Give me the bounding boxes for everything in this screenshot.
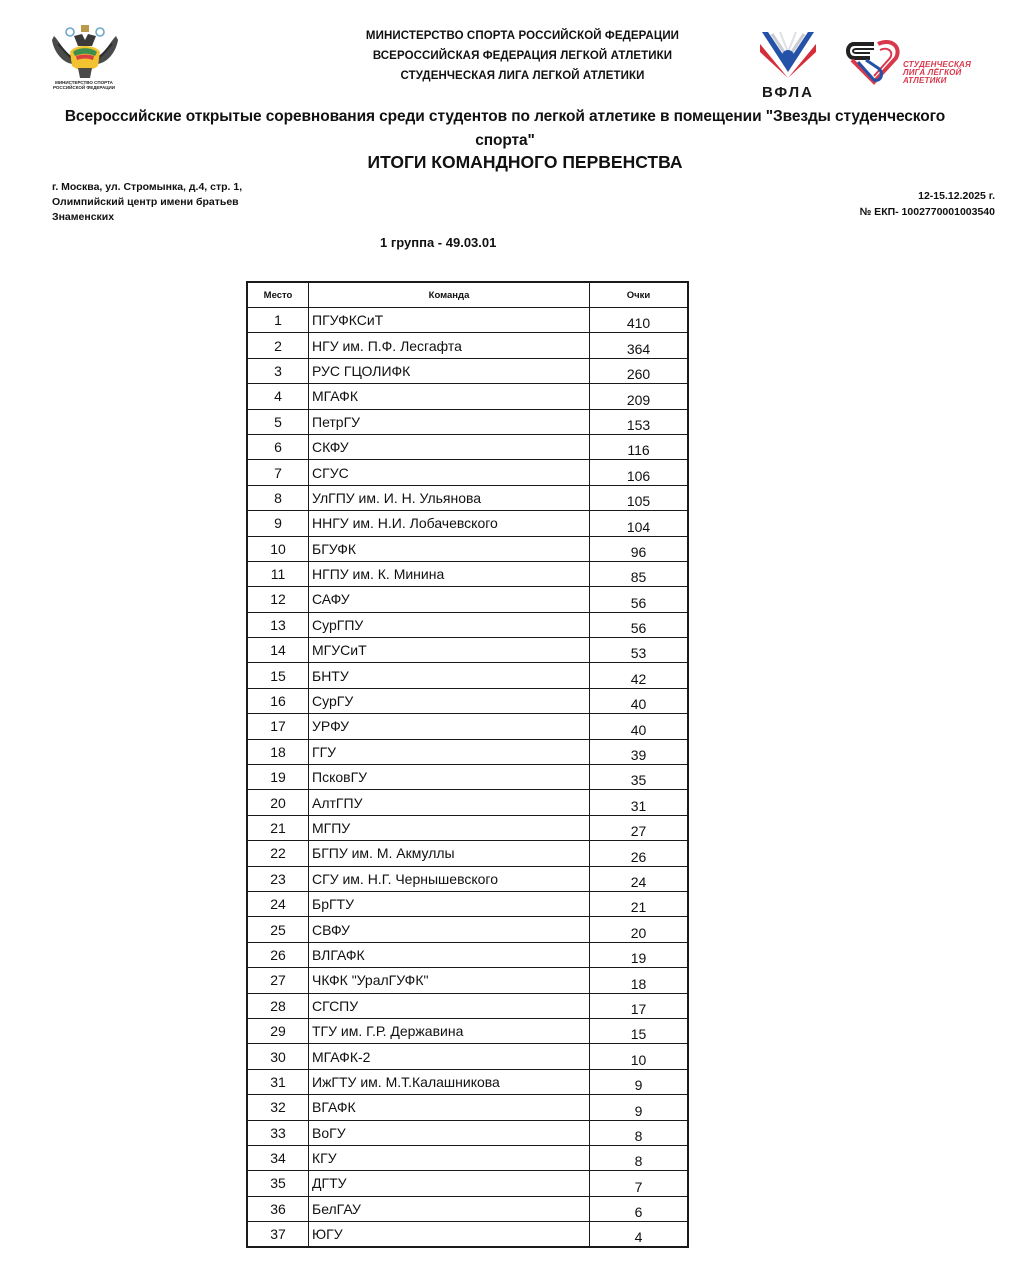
table-row <box>247 358 688 383</box>
team-cell: ЧКФК "УралГУФК" <box>309 968 590 993</box>
place-cell: 35 <box>247 1171 309 1196</box>
team-cell: БелГАУ <box>309 1196 590 1221</box>
team-cell: РУС ГЦОЛИФК <box>309 358 590 383</box>
place-cell: 2 <box>247 333 309 358</box>
emblem-caption <box>38 80 130 90</box>
place-cell: 17 <box>247 714 309 739</box>
student-league-logo-icon <box>844 38 906 86</box>
column-header-points: Очки <box>590 282 689 308</box>
place-cell: 24 <box>247 891 309 916</box>
place-cell: 5 <box>247 409 309 434</box>
team-cell: ИжГТУ им. М.Т.Калашникова <box>309 1069 590 1094</box>
place-cell: 31 <box>247 1069 309 1094</box>
team-cell: ПГУФКСиТ <box>309 308 590 333</box>
place-cell: 16 <box>247 688 309 713</box>
points-cell: 105 <box>590 485 689 510</box>
points-cell: 31 <box>590 790 689 815</box>
venue-line: Знаменских <box>52 211 115 223</box>
team-cell: ПетрГУ <box>309 409 590 434</box>
place-cell: 3 <box>247 358 309 383</box>
team-cell: ННГУ им. Н.И. Лобачевского <box>309 511 590 536</box>
points-cell: 106 <box>590 460 689 485</box>
points-cell: 116 <box>590 434 689 459</box>
place-cell: 25 <box>247 917 309 942</box>
team-cell: ДГТУ <box>309 1171 590 1196</box>
place-cell: 10 <box>247 536 309 561</box>
team-cell: ВЛГАФК <box>309 942 590 967</box>
event-meta <box>760 188 995 220</box>
team-cell: ПсковГУ <box>309 765 590 790</box>
place-cell: 4 <box>247 384 309 409</box>
table-row <box>247 384 688 409</box>
table-row <box>247 1069 688 1094</box>
points-cell: 9 <box>590 1095 689 1120</box>
place-cell: 22 <box>247 841 309 866</box>
place-cell: 29 <box>247 1018 309 1043</box>
table-row <box>247 765 688 790</box>
table-row <box>247 891 688 916</box>
points-cell: 56 <box>590 587 689 612</box>
points-cell: 85 <box>590 561 689 586</box>
place-cell: 13 <box>247 612 309 637</box>
points-cell: 96 <box>590 536 689 561</box>
place-cell: 28 <box>247 993 309 1018</box>
column-header-place: Место <box>247 282 309 308</box>
team-cell: БГУФК <box>309 536 590 561</box>
team-cell: МГПУ <box>309 815 590 840</box>
place-cell: 19 <box>247 765 309 790</box>
table-row <box>247 1196 688 1221</box>
place-cell: 30 <box>247 1044 309 1069</box>
vfla-logo-icon <box>758 28 818 78</box>
team-cell: УРФУ <box>309 714 590 739</box>
points-cell: 39 <box>590 739 689 764</box>
table-row <box>247 993 688 1018</box>
place-cell: 20 <box>247 790 309 815</box>
competition-title: Всероссийские открытые соревнования среди студентов по легкой атлетике в помещении "Звезды студенческого спорта" <box>64 108 946 149</box>
points-cell: 56 <box>590 612 689 637</box>
venue-line: г. Москва, ул. Стромынка, д.4, стр. 1, <box>52 181 243 193</box>
place-cell: 32 <box>247 1095 309 1120</box>
points-cell: 6 <box>590 1196 689 1221</box>
points-cell: 40 <box>590 714 689 739</box>
place-cell: 36 <box>247 1196 309 1221</box>
team-cell: НГУ им. П.Ф. Лесгафта <box>309 333 590 358</box>
team-cell: СКФУ <box>309 434 590 459</box>
place-cell: 9 <box>247 511 309 536</box>
league-text-line: ЛИГА ЛЁГКОЙ <box>903 68 962 77</box>
league-text-line: СТУДЕНЧЕСКАЯ <box>903 60 972 69</box>
table-row <box>247 1018 688 1043</box>
points-cell: 17 <box>590 993 689 1018</box>
place-cell: 34 <box>247 1145 309 1170</box>
org-line-federation: ВСЕРОССИЙСКАЯ ФЕДЕРАЦИЯ ЛЕГКОЙ АТЛЕТИКИ <box>372 50 673 62</box>
points-cell: 260 <box>590 358 689 383</box>
points-cell: 4 <box>590 1222 689 1248</box>
table-row <box>247 308 688 333</box>
table-row <box>247 612 688 637</box>
place-cell: 37 <box>247 1222 309 1248</box>
points-cell: 364 <box>590 333 689 358</box>
student-league-logo-text <box>903 61 993 85</box>
team-cell: ВГАФК <box>309 1095 590 1120</box>
table-row <box>247 409 688 434</box>
table-header-row <box>247 282 688 308</box>
points-cell: 410 <box>590 308 689 333</box>
team-cell: МГАФК-2 <box>309 1044 590 1069</box>
points-cell: 24 <box>590 866 689 891</box>
table-row <box>247 1145 688 1170</box>
points-cell: 18 <box>590 968 689 993</box>
points-cell: 21 <box>590 891 689 916</box>
points-cell: 26 <box>590 841 689 866</box>
place-cell: 15 <box>247 663 309 688</box>
points-cell: 15 <box>590 1018 689 1043</box>
table-row <box>247 460 688 485</box>
table-row <box>247 917 688 942</box>
points-cell: 104 <box>590 511 689 536</box>
team-cell: БНТУ <box>309 663 590 688</box>
place-cell: 1 <box>247 308 309 333</box>
place-cell: 12 <box>247 587 309 612</box>
table-row <box>247 434 688 459</box>
venue-line: Олимпийский центр имени братьев <box>52 196 239 208</box>
points-cell: 7 <box>590 1171 689 1196</box>
points-cell: 20 <box>590 917 689 942</box>
table-row <box>247 968 688 993</box>
team-cell: СурГУ <box>309 688 590 713</box>
column-header-team: Команда <box>309 282 590 308</box>
table-row <box>247 841 688 866</box>
table-row <box>247 511 688 536</box>
page-title: ИТОГИ КОМАНДНОГО ПЕРВЕНСТВА <box>367 152 683 172</box>
points-cell: 10 <box>590 1044 689 1069</box>
team-cell: СГУС <box>309 460 590 485</box>
place-cell: 7 <box>247 460 309 485</box>
points-cell: 153 <box>590 409 689 434</box>
team-cell: ТГУ им. Г.Р. Державина <box>309 1018 590 1043</box>
organization-header <box>300 26 745 86</box>
team-cell: СГУ им. Н.Г. Чернышевского <box>309 866 590 891</box>
table-row <box>247 638 688 663</box>
team-cell: ВоГУ <box>309 1120 590 1145</box>
team-cell: МГУСиТ <box>309 638 590 663</box>
place-cell: 14 <box>247 638 309 663</box>
place-cell: 18 <box>247 739 309 764</box>
team-cell: АлтГПУ <box>309 790 590 815</box>
team-cell: ГГУ <box>309 739 590 764</box>
team-results-table <box>246 281 689 1248</box>
team-cell: СВФУ <box>309 917 590 942</box>
event-dates: 12-15.12.2025 г. <box>918 190 995 202</box>
place-cell: 26 <box>247 942 309 967</box>
venue-address <box>52 180 312 225</box>
team-cell: КГУ <box>309 1145 590 1170</box>
points-cell: 209 <box>590 384 689 409</box>
table-row <box>247 688 688 713</box>
team-cell: БрГТУ <box>309 891 590 916</box>
table-row <box>247 1044 688 1069</box>
points-cell: 9 <box>590 1069 689 1094</box>
emblem-caption-line: МИНИСТЕРСТВО СПОРТА <box>55 80 113 85</box>
place-cell: 8 <box>247 485 309 510</box>
team-cell: НГПУ им. К. Минина <box>309 561 590 586</box>
team-cell: СурГПУ <box>309 612 590 637</box>
group-label: 1 группа - 49.03.01 <box>380 235 497 250</box>
points-cell: 40 <box>590 688 689 713</box>
table-row <box>247 561 688 586</box>
table-row <box>247 1120 688 1145</box>
ekp-number: № ЕКП- 1002770001003540 <box>859 206 995 218</box>
team-cell: БГПУ им. М. Акмуллы <box>309 841 590 866</box>
table-row <box>247 942 688 967</box>
table-row <box>247 739 688 764</box>
points-cell: 42 <box>590 663 689 688</box>
table-row <box>247 866 688 891</box>
points-cell: 27 <box>590 815 689 840</box>
org-line-league: СТУДЕНЧЕСКАЯ ЛИГА ЛЕГКОЙ АТЛЕТИКИ <box>400 70 645 82</box>
table-row <box>247 536 688 561</box>
vfla-logo-text: ВФЛА <box>761 84 815 101</box>
place-cell: 21 <box>247 815 309 840</box>
table-body <box>247 308 688 1248</box>
table-row <box>247 790 688 815</box>
table-row <box>247 587 688 612</box>
table-row <box>247 714 688 739</box>
table-row <box>247 1095 688 1120</box>
table-row <box>247 815 688 840</box>
team-cell: СГСПУ <box>309 993 590 1018</box>
points-cell: 8 <box>590 1120 689 1145</box>
table-row <box>247 663 688 688</box>
place-cell: 23 <box>247 866 309 891</box>
place-cell: 11 <box>247 561 309 586</box>
league-text-line: АТЛЕТИКИ <box>903 76 947 85</box>
table-row <box>247 1171 688 1196</box>
table-row <box>247 485 688 510</box>
place-cell: 33 <box>247 1120 309 1145</box>
team-cell: САФУ <box>309 587 590 612</box>
points-cell: 8 <box>590 1145 689 1170</box>
table-row <box>247 333 688 358</box>
org-line-ministry: МИНИСТЕРСТВО СПОРТА РОССИЙСКОЙ ФЕДЕРАЦИИ <box>365 30 680 42</box>
points-cell: 19 <box>590 942 689 967</box>
team-cell: МГАФК <box>309 384 590 409</box>
place-cell: 27 <box>247 968 309 993</box>
team-cell: УлГПУ им. И. Н. Ульянова <box>309 485 590 510</box>
team-cell: ЮГУ <box>309 1222 590 1248</box>
emblem-caption-line: РОССИЙСКОЙ ФЕДЕРАЦИИ <box>52 85 116 90</box>
points-cell: 35 <box>590 765 689 790</box>
place-cell: 6 <box>247 434 309 459</box>
table-row <box>247 1222 688 1248</box>
points-cell: 53 <box>590 638 689 663</box>
